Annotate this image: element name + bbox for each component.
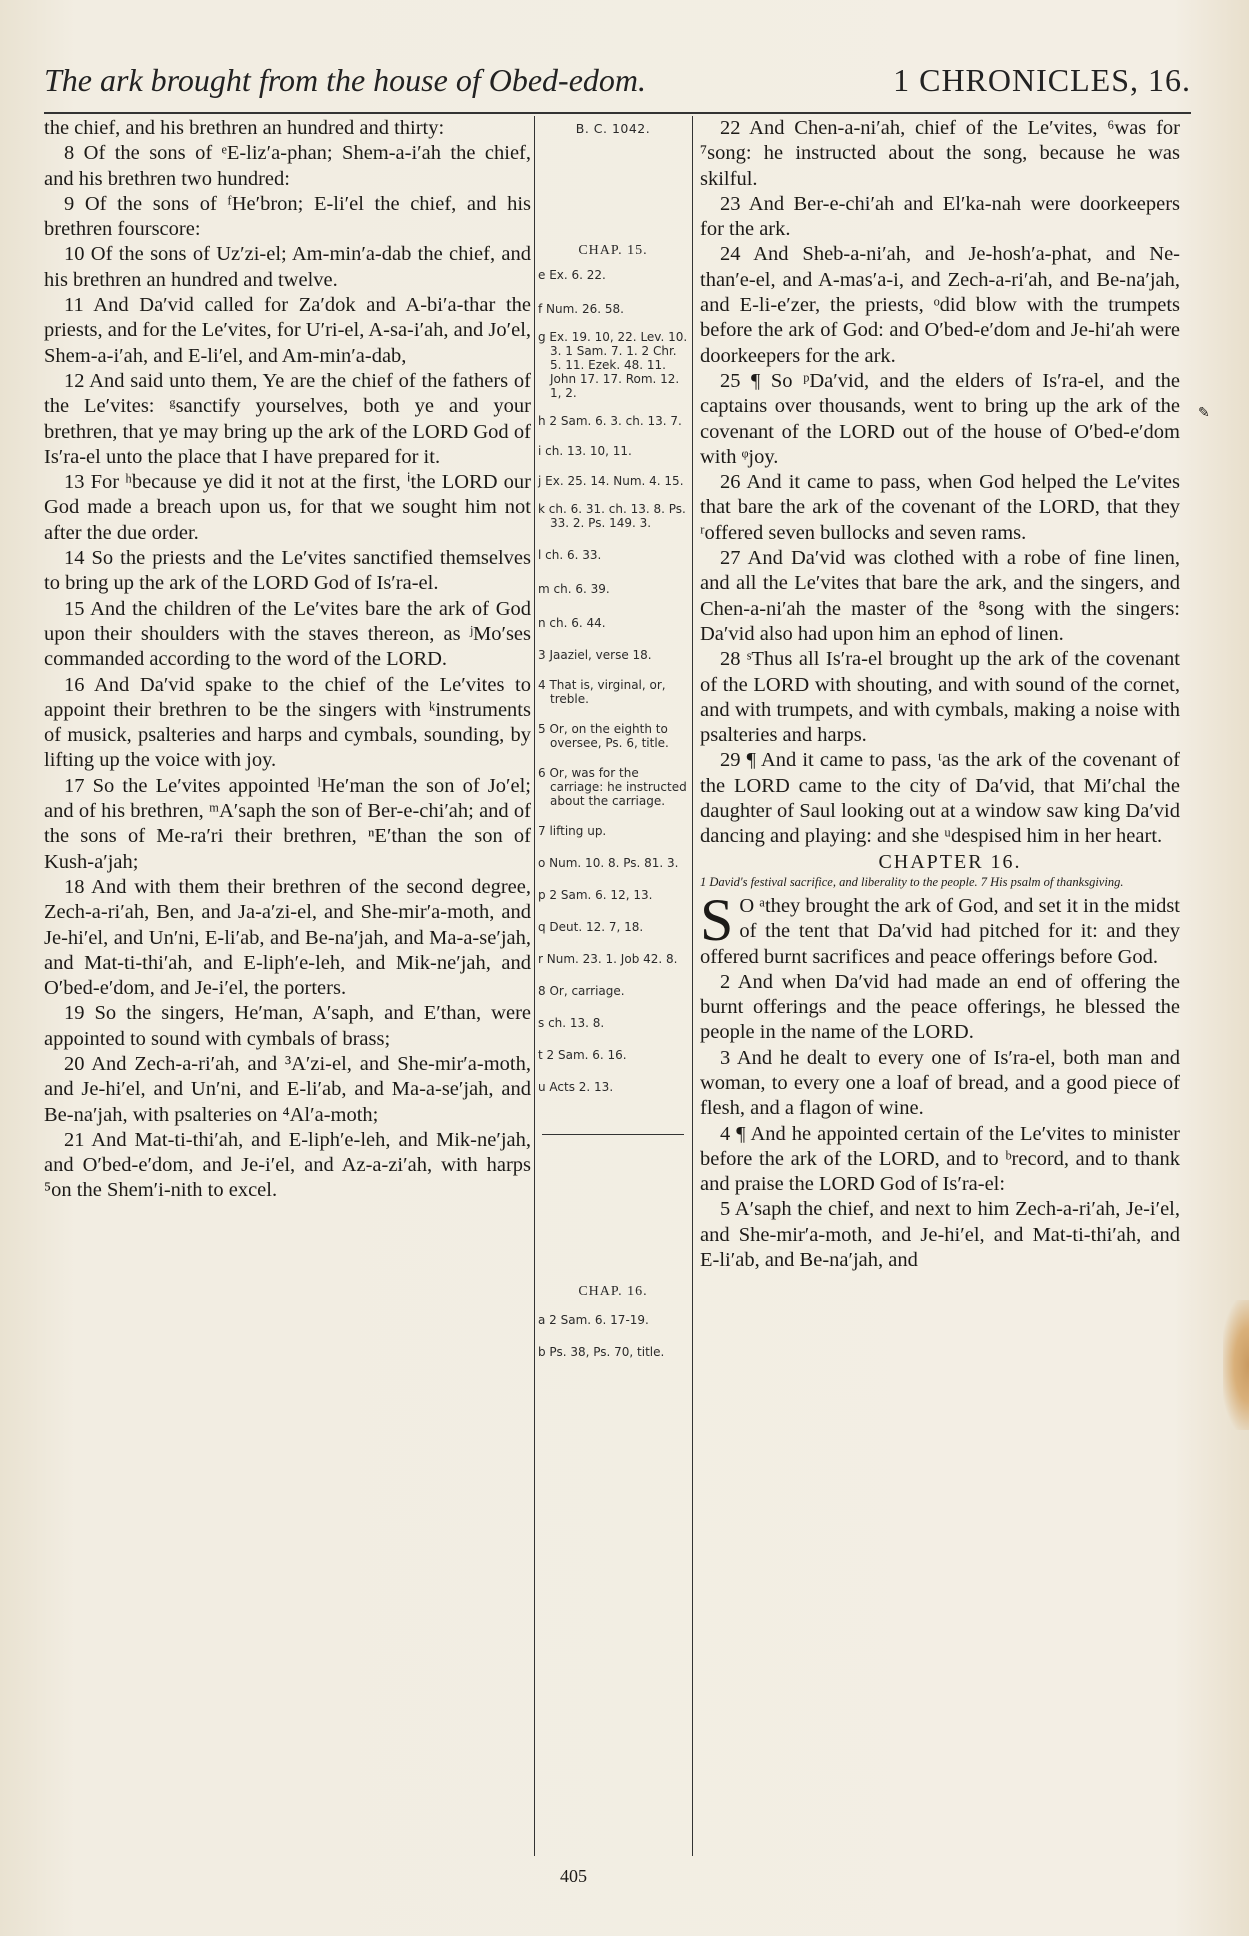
margin-note: l ch. 6. 33. bbox=[538, 548, 602, 562]
margin-note: r Num. 23. 1. Job 42. 8. bbox=[538, 952, 678, 966]
drop-cap: S bbox=[700, 886, 734, 953]
verse-1 bbox=[700, 886, 1180, 970]
chapter-summary: 1 David's festival sacrifice, and liberality to the people. 7 His psalm of thanksgiving. bbox=[700, 874, 1124, 889]
margin-note: o Num. 10. 8. Ps. 81. 3. bbox=[538, 856, 679, 870]
verse: 24 And Sheb-a-ni′ah, and Je-hosh′a-phat, and Ne-than′e-el, and A-mas′a-i, and Zech-a-ri′ah, and Be-na′jah, and E-li-e′zer, the priests, ᵒdid blow with the trumpets before the ark of God: and O′bed-e′dom and Je-hi′ah were doorkeepers for the ark. bbox=[700, 243, 1180, 367]
margin-note: h 2 Sam. 6. 3. ch. 13. 7. bbox=[538, 414, 682, 428]
margin-note: m ch. 6. 39. bbox=[538, 582, 610, 596]
margin-note: k ch. 6. 31. ch. 13. 8. Ps. 33. 2. Ps. 149. 3. bbox=[538, 502, 686, 530]
margin-note: 4 That is, virginal, or, treble. bbox=[538, 678, 666, 706]
margin-note: 3 Jaaziel, verse 18. bbox=[538, 648, 652, 662]
margin-note: s ch. 13. 8. bbox=[538, 1016, 605, 1030]
margin-note: p 2 Sam. 6. 12, 13. bbox=[538, 888, 653, 902]
verse: 3 And he dealt to every one of Is′ra-el, both man and woman, to every one a loaf of bread, and a good piece of flesh, and a flagon of wine. bbox=[700, 1046, 1180, 1120]
book-chapter-title: 1 CHRONICLES, 16. bbox=[893, 62, 1191, 98]
verse: 11 And Da′vid called for Za′dok and A-bi′a-thar the priests, and for the Le′vites, for U′ri-el, A-sa-i′ah, and Jo′el, Shem-a-i′ah, and E-li′el, and Am-min′a-dab, bbox=[44, 294, 532, 367]
running-title: The ark brought from the house of Obed-edom. bbox=[44, 62, 646, 98]
margin-note: g Ex. 19. 10, 22. Lev. 10. 3. 1 Sam. 7. 1. 2 Chr. 5. 11. Ezek. 48. 11. John 17. 17. Rom. 12. 1, 2. bbox=[538, 330, 688, 400]
verse: 13 For ʰbecause ye did it not at the first, ⁱthe LORD our God made a breach upon us, for that we sought him not after the due order. bbox=[44, 471, 531, 544]
margin-note: b Ps. 38, Ps. 70, title. bbox=[538, 1345, 665, 1359]
date-label: B. C. 1042. bbox=[575, 121, 651, 136]
margin-note: 6 Or, was for the carriage: he instructed about the carriage. bbox=[538, 766, 687, 808]
verse-text: O ᵃthey brought the ark of God, and set it in the midst of the tent that Da′vid had pitched for it: and they offered burnt sacrifices and peace offerings before God. bbox=[700, 894, 1180, 968]
margin-note: u Acts 2. 13. bbox=[538, 1080, 614, 1094]
page-stain bbox=[1223, 1300, 1249, 1430]
left-text-column bbox=[44, 116, 531, 1204]
page-number: 405 bbox=[560, 1866, 587, 1886]
margin-note: 7 lifting up. bbox=[538, 824, 607, 838]
verse: 4 ¶ And he appointed certain of the Le′vites to minister before the ark of the LORD, and to ᵇrecord, and to thank and praise the LORD God of Is′ra-el: bbox=[700, 1122, 1180, 1196]
margin-note: 8 Or, carriage. bbox=[538, 984, 625, 998]
verse: 22 And Chen-a-ni′ah, chief of the Le′vites, ⁶was for ⁷song: he instructed about the song, because he was skilful. bbox=[700, 117, 1180, 190]
chapter-15-label: CHAP. 15. bbox=[578, 243, 648, 258]
margin-references bbox=[538, 116, 688, 1359]
verse: 16 And Da′vid spake to the chief of the Le′vites to appoint their brethren to be the singers with ᵏinstruments of musick, psalteries and harps and cymbals, sounding, by lifting up the voice with joy. bbox=[44, 673, 531, 772]
header-rule bbox=[44, 112, 1191, 114]
margin-note: f Num. 26. 58. bbox=[538, 302, 624, 316]
margin-note: i ch. 13. 10, 11. bbox=[538, 444, 632, 458]
verse: 18 And with them their brethren of the second degree, Zech-a-ri′ah, Ben, and Ja-a′zi-el, and She-mir′a-moth, and Je-hi′el, and Un′ni, E-li′ab, and Be-na′jah, and Ma-a-se′jah, and Mat-ti-thi′ah, and E-liph′e-leh, and Mik-ne′jah, and O′bed-e′dom, and Je-i′el, the porters. bbox=[44, 875, 531, 1000]
verse: 17 So the Le′vites appointed ˡHe′man the son of Jo′el; and of his brethren, ᵐA′saph the son of Ber-e-chi′ah; and of the sons of Me-ra′ri their brethren, ⁿE′than the son of Kush-a′jah; bbox=[44, 774, 531, 873]
verse: 23 And Ber-e-chi′ah and El′ka-nah were doorkeepers for the ark. bbox=[700, 192, 1180, 241]
verse: 15 And the children of the Le′vites bare the ark of God upon their shoulders with the staves thereon, as ʲMo′ses commanded according to the word of the LORD. bbox=[44, 597, 531, 671]
verse: 10 Of the sons of Uz′zi-el; Am-min′a-dab the chief, and his brethren an hundred and twelve. bbox=[44, 243, 531, 291]
verse: 29 ¶ And it came to pass, ᵗas the ark of the covenant of the LORD came to the city of Da′vid, that Mi′chal the daughter of Saul looking out at a window saw king Da′vid dancing and playing: and she ᵘdespised him in her heart. bbox=[700, 749, 1180, 848]
verse: 26 And it came to pass, when God helped the Le′vites that bare the ark of the covenant of the LORD, that they ʳoffered seven bullocks and seven rams. bbox=[700, 471, 1180, 544]
margin-note: e Ex. 6. 22. bbox=[538, 268, 606, 282]
verse: 21 And Mat-ti-thi′ah, and E-liph′e-leh, and Mik-ne′jah, and O′bed-e′dom, and Je-i′el, and Az-a-zi′ah, with harps ⁵on the Shem′i-nith to excel. bbox=[44, 1128, 531, 1202]
verse: 14 So the priests and the Le′vites sanctified themselves to bring up the ark of the LORD God of Is′ra-el. bbox=[44, 547, 531, 595]
verse: 20 And Zech-a-ri′ah, and ³A′zi-el, and She-mir′a-moth, and Je-hi′el, and Un′ni, and E-li′ab, and Ma-a-se′jah, and Be-na′jah, with psalteries on ⁴Al′a-moth; bbox=[44, 1052, 531, 1126]
verse: the chief, and his brethren an hundred and thirty: bbox=[44, 117, 445, 139]
page-header bbox=[44, 62, 1191, 114]
verse: 12 And said unto them, Ye are the chief of the fathers of the Le′vites: ᵍsanctify yourselves, both ye and your brethren, that ye may bring up the ark of the LORD God of Is′ra-el unto the place that I have prepared for it. bbox=[44, 369, 531, 468]
verse: 9 Of the sons of ᶠHe′bron; E-li′el the chief, and his brethren fourscore: bbox=[44, 192, 531, 241]
verse: 28 ˢThus all Is′ra-el brought up the ark of the covenant of the LORD with shouting, and with sound of the cornet, and with trumpets, and with cymbals, making a noise with psalteries and harps. bbox=[700, 648, 1180, 747]
margin-note: a 2 Sam. 6. 17-19. bbox=[538, 1313, 649, 1327]
margin-note: q Deut. 12. 7, 18. bbox=[538, 920, 644, 934]
pencil-mark-icon: ✎ bbox=[1198, 405, 1210, 421]
column-divider-left bbox=[534, 116, 535, 1856]
verse: 8 Of the sons of ᵉE-liz′a-phan; Shem-a-i′ah the chief, and his brethren two hundred: bbox=[44, 142, 531, 190]
margin-note: 5 Or, on the eighth to oversee, Ps. 6, title. bbox=[538, 722, 669, 750]
chapter-16-label: CHAP. 16. bbox=[578, 1284, 648, 1299]
right-text-column bbox=[700, 116, 1180, 1273]
chapter-heading: CHAPTER 16. bbox=[878, 850, 1022, 873]
verse: 25 ¶ So ᵖDa′vid, and the elders of Is′ra-el, and the captains over thousands, went to bring up the ark of the covenant of the LORD out of the house of O′bed-e′dom with ᵠjoy. bbox=[700, 369, 1180, 468]
margin-note: n ch. 6. 44. bbox=[538, 616, 606, 630]
verse: 19 So the singers, He′man, A′saph, and E′than, were appointed to sound with cymbals of brass; bbox=[44, 1002, 531, 1050]
verse: 5 A′saph the chief, and next to him Zech-a-ri′ah, Je-i′el, and She-mir′a-moth, and Je-hi′el, and Mat-ti-thi′ah, and E-li′ab, and Be-na′jah, and bbox=[700, 1198, 1180, 1272]
margin-note: t 2 Sam. 6. 16. bbox=[538, 1048, 627, 1062]
verse: 2 And when Da′vid had made an end of offering the burnt offerings and the peace offerings, he blessed the people in the name of the LORD. bbox=[700, 970, 1180, 1044]
column-divider-right bbox=[692, 116, 693, 1856]
margin-divider bbox=[542, 1134, 684, 1285]
margin-note: j Ex. 25. 14. Num. 4. 15. bbox=[538, 474, 684, 488]
verse: 27 And Da′vid was clothed with a robe of fine linen, and all the Le′vites that bare the ark, and the singers, and Chen-a-ni′ah the master of the ⁸song with the singers: Da′vid also had upon him an ephod of linen. bbox=[700, 547, 1180, 645]
